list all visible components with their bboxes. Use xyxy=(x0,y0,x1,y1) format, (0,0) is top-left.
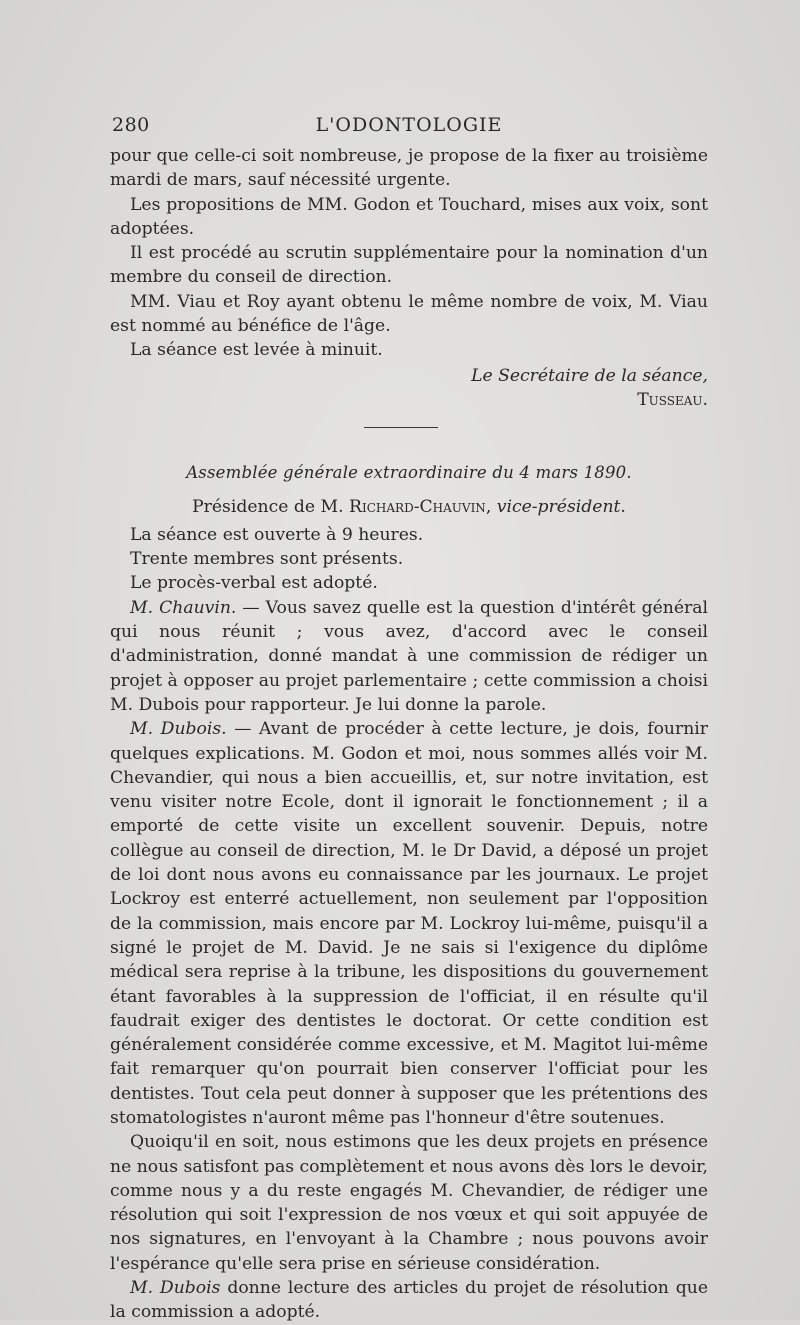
speaker-name: M. Chauvin. xyxy=(130,597,237,618)
paragraph: Il est procédé au scrutin supplémentaire pour la nomination d'un membre du conseil de direction. xyxy=(110,243,708,288)
page-header xyxy=(112,114,706,140)
paragraph xyxy=(110,596,708,717)
speaker-name: M. Dubois. xyxy=(130,719,227,740)
section-divider xyxy=(364,427,438,428)
paragraph: Le procès-verbal est adopté. xyxy=(130,573,378,594)
speaker-name: M. Dubois xyxy=(130,1278,221,1299)
presidence-prefix: Présidence de M. xyxy=(192,496,350,517)
presidence-line xyxy=(110,495,708,519)
paragraph: pour que celle-ci soit nombreuse, je propose de la fixer au troisième mardi de mars, sauf nécessité urgente. xyxy=(110,146,708,191)
paragraph: MM. Viau et Roy ayant obtenu le même nombre de voix, M. Viau est nommé au bénéfice de l'âge. xyxy=(110,291,708,337)
signature-name: Tusseau. xyxy=(637,389,708,410)
signature-block xyxy=(110,364,708,413)
speech-text: — Avant de procéder à cette lecture, je dois, fournir quelques explications. M. Godon et moi, nous sommes allés voir M. Chevandier, qui nous a bien accueillis, et, sur notre invitation, est venu visiter notre Ecole, dont il ignorait le fonctionnement ; il a emporté de cette visite un excellent souvenir. Depuis, notre collègue au conseil de direction, M. le Dr David, a déposé un projet de loi dont nous avons eu connaissance par les journaux. Le projet Lockroy est enterré actuellement, non seulement par l'opposition de la commission, mais encore par M. Lockroy lui-même, puisqu'il a signé le projet de M. David. Je ne sais si l'exigence du diplôme médical sera reprise à la tribune, les dispositions du gouvernement étant favorables à la suppression de l'officiat, il en résulte qu'il faudrait exiger des dentistes le doctorat. Or cette condition est généralement considérée comme excessive, et M. Magitot lui-même fait remarquer qu'on pourrait bien conserver l'officiat pour les dentistes. Tout cela peut donner à supposer que les prétentions des stomatologistes n'auront même pas l'honneur d'être soutenues. xyxy=(110,719,708,1128)
section-title: Assemblée générale extraordinaire du 4 mars 1890. xyxy=(186,463,632,483)
paragraph: La séance est levée à minuit. xyxy=(130,340,383,361)
presidence-name: Richard-Chauvin xyxy=(349,496,486,517)
paragraph: Quoiqu'il en soit, nous estimons que les deux projets en présence ne nous satisfont pas complètement et nous avons dès lors le devoir, comme nous y a du reste engagés M. Chevandier, de rédiger une résolution qui soit l'expression de nos vœux et qui soit appuyée de nos signatures, en l'envoyant à la Chambre ; nous pouvons avoir l'espérance qu'elle sera prise en sérieuse considération. xyxy=(110,1132,708,1274)
speech-text: — Vous savez quelle est la question d'intérêt général qui nous réunit ; vous avez, d'accord avec le conseil d'administration, donné mandat à une commission de rédiger un projet à opposer au projet parlementaire ; cette commission a choisi M. Dubois pour rapporteur. Je lui donne la parole. xyxy=(110,597,708,715)
speech-text: donne lecture des articles du projet de résolution que la commission a adopté. xyxy=(110,1278,708,1323)
paragraph: La séance est ouverte à 9 heures. xyxy=(130,524,424,545)
paragraph xyxy=(110,1276,708,1325)
presidence-separator: , xyxy=(485,496,497,517)
signature-title: Le Secrétaire de la séance, xyxy=(471,365,708,386)
page-number: 280 xyxy=(112,114,150,136)
paragraph: Les propositions de MM. Godon et Touchard, mises aux voix, sont adoptées. xyxy=(110,194,708,239)
paragraph: Trente membres sont présents. xyxy=(130,549,404,570)
page-body xyxy=(110,144,708,1325)
presidence-role: vice-président. xyxy=(496,496,626,517)
running-title: L'ODONTOLOGIE xyxy=(315,114,503,136)
paragraph xyxy=(110,717,708,1130)
